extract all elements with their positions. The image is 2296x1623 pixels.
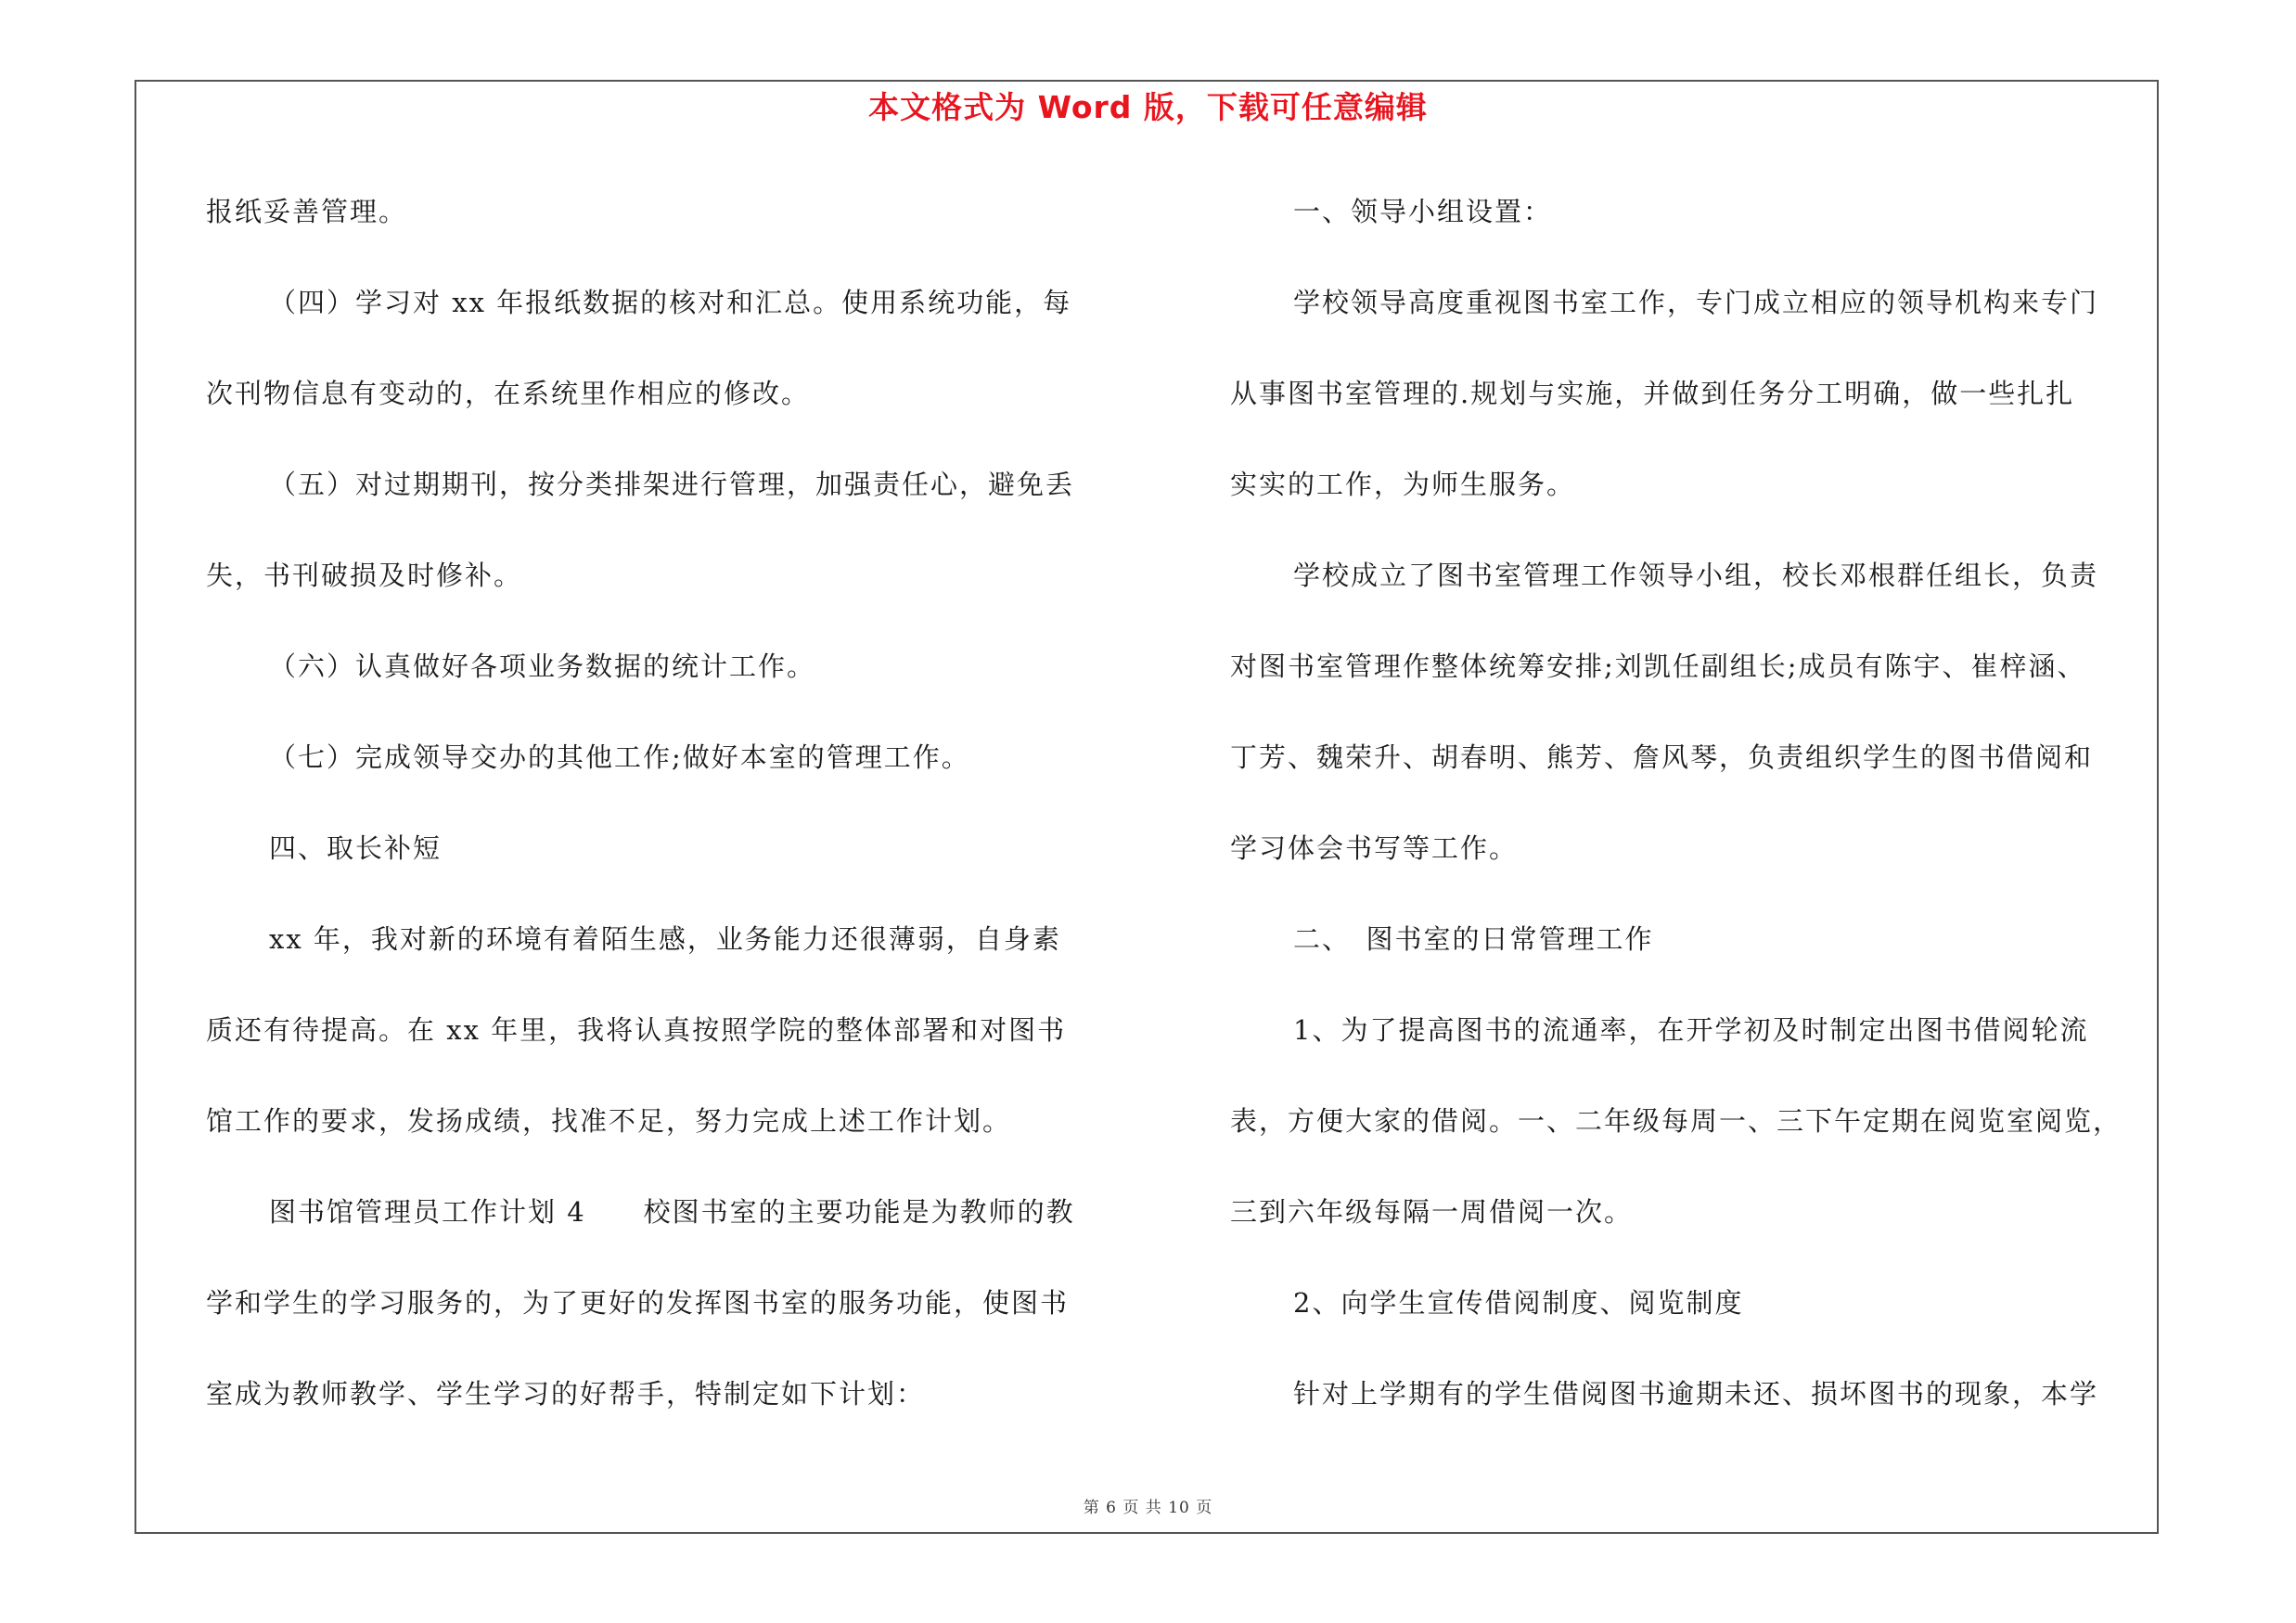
text-line: 三到六年级每隔一周借阅一次。 [1230, 1196, 1634, 1228]
text-line: 图书馆管理员工作计划 4 校图书室的主要功能是为教师的教 [269, 1196, 1075, 1228]
word-format-banner: 本文格式为 Word 版，下载可任意编辑 [868, 89, 1428, 125]
text-line: 对图书室管理作整体统筹安排;刘凯任副组长;成员有陈宇、崔梓涵、 [1230, 650, 2086, 682]
text-line: xx 年，我对新的环境有着陌生感，业务能力还很薄弱，自身素 [269, 923, 1061, 955]
text-line: 1、为了提高图书的流通率，在开学初及时制定出图书借阅轮流 [1293, 1014, 2089, 1046]
text-line: 质还有待提高。在 xx 年里，我将认真按照学院的整体部署和对图书 [206, 1014, 1067, 1046]
text-line: 一、领导小组设置： [1293, 196, 1553, 227]
text-line: 四、取长补短 [269, 832, 443, 864]
text-line: 实实的工作，为师生服务。 [1230, 469, 1576, 500]
text-line: 从事图书室管理的.规划与实施，并做到任务分工明确，做一些扎扎 [1230, 378, 2075, 409]
text-line: （七）完成领导交办的其他工作;做好本室的管理工作。 [269, 741, 970, 773]
text-line: 2、向学生宣传借阅制度、阅览制度 [1293, 1287, 1744, 1319]
text-line: 学习体会书写等工作。 [1230, 832, 1519, 864]
text-line: （五）对过期期刊，按分类排架进行管理，加强责任心，避免丢 [269, 469, 1075, 500]
text-line: 报纸妥善管理。 [206, 196, 408, 227]
text-line: （四）学习对 xx 年报纸数据的核对和汇总。使用系统功能，每 [269, 287, 1072, 318]
text-line: （六）认真做好各项业务数据的统计工作。 [269, 650, 816, 682]
text-line: 学和学生的学习服务的，为了更好的发挥图书室的服务功能，使图书 [206, 1287, 1070, 1319]
page-number-footer: 第 6 页 共 10 页 [1083, 1499, 1213, 1517]
left-text-column [206, 184, 1129, 1457]
text-line: 学校成立了图书室管理工作领导小组，校长邓根群任组长，负责 [1293, 560, 2099, 591]
text-line: 馆工作的要求，发扬成绩，找准不足，努力完成上述工作计划。 [206, 1105, 1012, 1137]
text-line: 表，方便大家的借阅。一、二年级每周一、三下午定期在阅览室阅览， [1230, 1105, 2123, 1137]
text-line: 失，书刊破损及时修补。 [206, 560, 523, 591]
text-line: 室成为教师教学、学生学习的好帮手，特制定如下计划： [206, 1378, 926, 1410]
text-line: 学校领导高度重视图书室工作，专门成立相应的领导机构来专门 [1293, 287, 2099, 318]
text-line: 二、 图书室的日常管理工作 [1293, 923, 1654, 955]
text-line: 次刊物信息有变动的，在系统里作相应的修改。 [206, 378, 811, 409]
text-line: 丁芳、魏荣升、胡春明、熊芳、詹风琴，负责组织学生的图书借阅和 [1230, 741, 2094, 773]
text-line: 针对上学期有的学生借阅图书逾期未还、损坏图书的现象，本学 [1293, 1378, 2099, 1410]
right-text-column [1230, 184, 2158, 1457]
